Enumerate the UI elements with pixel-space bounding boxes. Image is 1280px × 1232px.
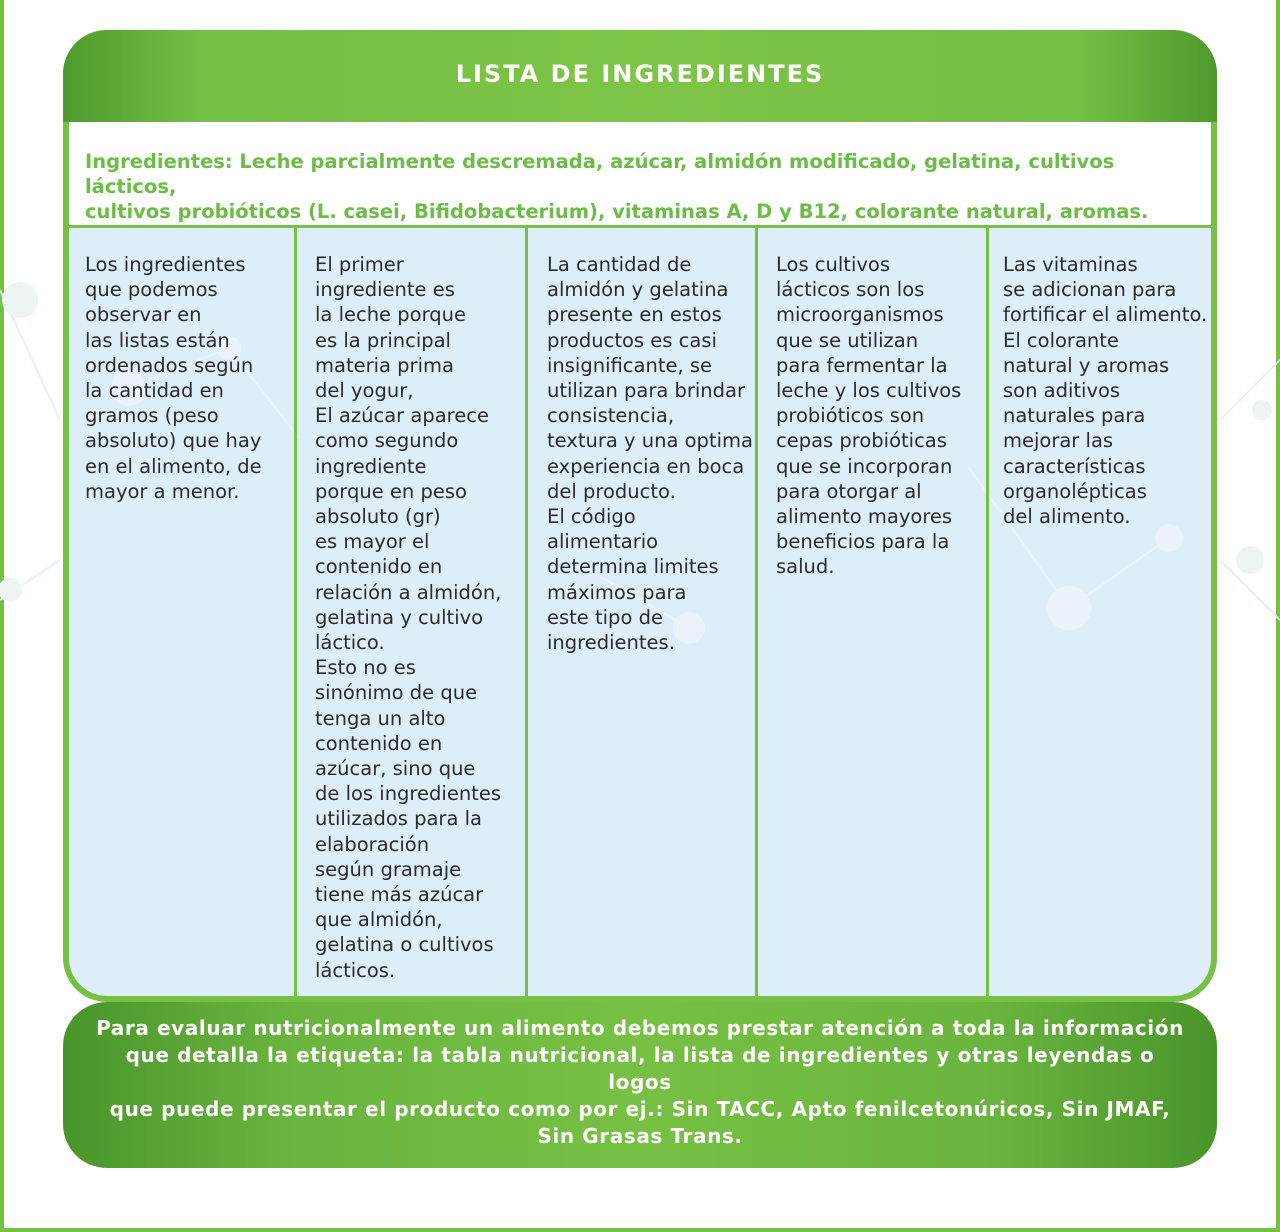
column-divider — [294, 228, 297, 996]
card-header — [63, 30, 1217, 122]
column-2-text: El primer ingrediente es la leche porque es la principal materia prima del yogur, El azúcar aparece como segundo ingrediente porque en peso absoluto (gr) es mayor el contenido en relación a almidón, gelatina y cultivo láctico. Esto no es sinónimo de que tenga un alto contenido en azúcar, sino que de los ingredientes utilizados para la elaboración según gramaje tiene más azúcar que almidón, gelatina o cultivos lácticos. — [315, 253, 502, 982]
column-1-text: Los ingredientes que podemos observar en las listas están ordenados según la cantidad en gramos (peso absoluto) que hay en el alimento, de mayor a menor. — [85, 253, 262, 503]
explanation-columns — [69, 228, 1211, 996]
column-divider — [755, 228, 758, 996]
column-4-text: Los cultivos lácticos son los microorganismos que se utilizan para fermentar la leche y los cultivos probióticos son cepas probióticas que se incorporan para otorgar al alimento mayores beneficios para la salud. — [776, 253, 962, 579]
column-3-text: La cantidad de almidón y gelatina presente en estos productos es casi insignificante, se utilizan para brindar consistencia, textura y una optima experiencia en boca del producto. El código alimentario determina limites máximos para este tipo de ingredientes. — [547, 253, 753, 655]
ingredients-list-text: Ingredientes: Leche parcialmente descremada, azúcar, almidón modificado, gelatina, cultivos lácticos, cultivos probióticos (L. casei, Bifidobacterium), vitaminas A, D y B12, colorante natural, aromas. — [85, 150, 1149, 223]
column-divider — [525, 228, 528, 996]
column-divider — [986, 228, 989, 996]
column-2 — [315, 228, 525, 996]
column-3 — [547, 228, 757, 996]
card-title: LISTA DE INGREDIENTES — [455, 60, 825, 88]
column-4 — [776, 228, 986, 996]
footer-text: Para evaluar nutricionalmente un alimento debemos prestar atención a toda la información que detalla la etiqueta: la tabla nutricional, la lista de ingredientes y otras leyendas o logos que puede presentar el producto como por ej.: Sin TACC, Apto fenilcetonúricos, Sin JMAF, Sin Grasas Trans. — [96, 1015, 1184, 1148]
ingredients-card — [63, 30, 1217, 1002]
column-1 — [85, 228, 295, 996]
column-5-text: Las vitaminas se adicionan para fortificar el alimento. El colorante natural y aromas son aditivos naturales para mejorar las características organolépticas del alimento. — [1003, 253, 1208, 529]
column-5 — [1003, 228, 1209, 996]
ingredients-box — [69, 122, 1211, 225]
footer-banner — [63, 1002, 1217, 1168]
